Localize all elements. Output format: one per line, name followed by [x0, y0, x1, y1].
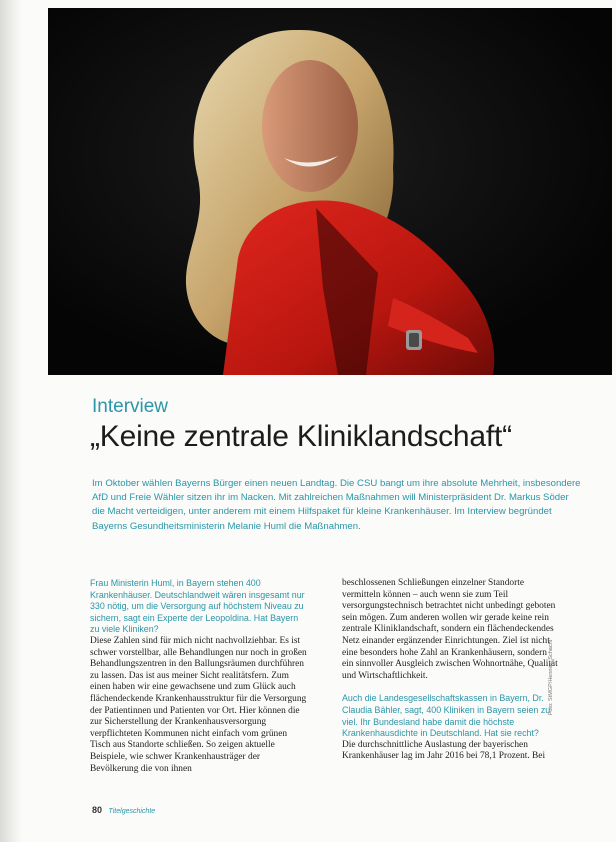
kicker-label: Interview: [92, 396, 169, 417]
article-lead: Im Oktober wählen Bayerns Bürger einen neuen Landtag. Die CSU bangt um ihre absolute Mehrheit, insbesondere AfD und Freie Wähler sitzen ihr im Nacken. Mit zahlreichen Maßnahmen will Ministerpräsident Dr. Markus Söder die Macht verteidigen, unter anderem mit einem Hilfspaket für kleine Krankenhäuser. Im Interview begründet Bayerns Gesundheitsministerin Melanie Huml die Maßnahmen.: [92, 478, 581, 532]
answer-paragraph: Diese Zahlen sind für mich nicht nachvollziehbar. Es ist schwer vorstellbar, alle Behandlungen nur noch in großen Behandlungszentren in den Ballungsräumen durchführen zu lassen. Das ist aus meiner Sicht realitätsfern. Zum einen haben wir eine gewachsene und zum Glück auch flächendeckende Krankenhausstruktur für die Versorgung der Patientinnen und Patienten vor Ort. Hier können die zur Sicherstellung der Krankenhausversorgung verpflichteten Kommunen nicht einfach vom grünen Tisch aus Standorte schließen. So zeigen aktuelle Beispiele, wie schwer Krankenhausträger der Bevölkerung die von ihnen: [90, 635, 307, 774]
page-footer: [92, 805, 155, 815]
right-column: [342, 578, 560, 763]
answer-paragraph: Die durchschnittliche Auslastung der bayerischen Krankenhäuser lag im Jahr 2016 bei 78,1 Prozent. Bei: [342, 739, 546, 762]
left-column: [90, 578, 308, 775]
page-number: 80: [92, 805, 103, 815]
scan-edge: [0, 0, 22, 842]
question-paragraph: Frau Ministerin Huml, in Bayern stehen 400 Krankenhäuser. Deutschlandweit wären insgesamt nur 330 nötig, um die Versorgung auf höchstem Niveau zu sichern, sagt ein Experte der Leopoldina. Hat Bayern zu viele Kliniken?: [90, 578, 305, 635]
portrait-photo: [48, 8, 612, 375]
article-headline: „Keine zentrale Kliniklandschaft“: [90, 420, 512, 453]
answer-paragraph: beschlossenen Schließungen einzelner Standorte vermitteln können – auch wenn sie zum Teil versorgungstechnisch betrachtet nicht unbedingt geboten sein mögen. Zum anderen wollen wir gerade keine rein zentrale Kliniklandschaft, sondern ein flächendeckendes Netz einander ergänzender Einrichtungen. Ziel ist nicht eine besonders hohe Zahl an Krankenhäusern, sondern ein sinnvoller Ausgleich zwischen Wohnortnähe, Qualität und Wirtschaftlichkeit.: [342, 578, 558, 681]
magazine-section: Titelgeschichte: [108, 808, 156, 815]
question-paragraph: Auch die Landesgesellschaftskassen in Bayern, Dr. Claudia Bähler, sagt, 400 Kliniken in Bayern seien zu viel. Ihr Bundesland habe damit die höchste Krankenhausdichte in Deutschland. Hat sie recht?: [342, 693, 551, 739]
photo-credit: Foto: StMGP/Henning Schacht: [548, 639, 554, 715]
